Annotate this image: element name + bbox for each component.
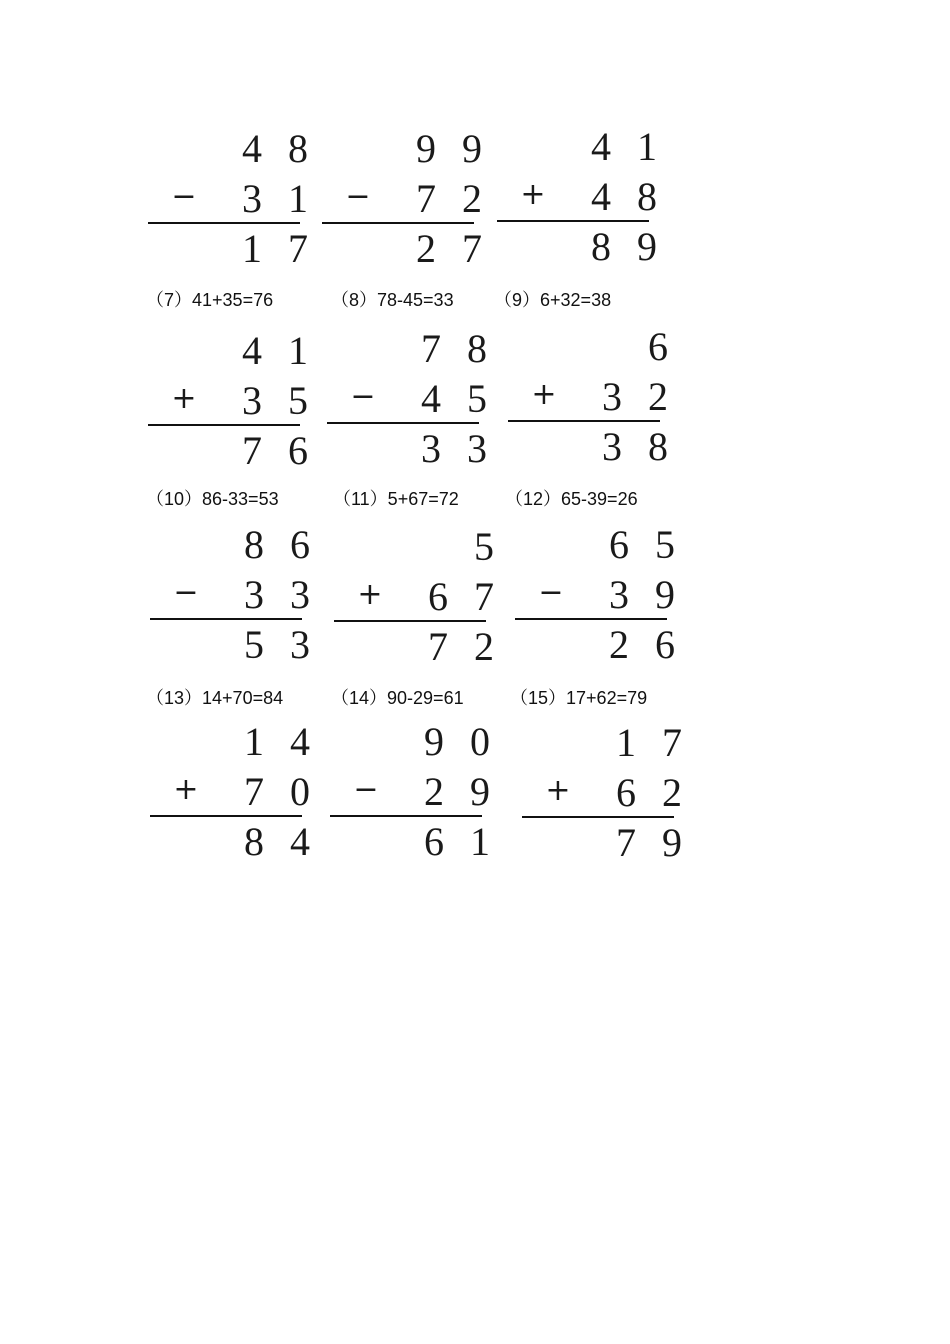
bottom-number: 72 — [416, 176, 508, 221]
problem-label-14: （14）90-29=61 — [331, 688, 464, 708]
bottom-number-row — [497, 172, 683, 222]
bottom-number-row — [508, 372, 694, 422]
result-row — [327, 424, 513, 474]
result-number: 61 — [424, 819, 516, 864]
problem-label-11: （11）5+67=72 — [333, 489, 459, 509]
problem-label-12: （12）65-39=26 — [505, 489, 638, 509]
bottom-number: 35 — [242, 378, 334, 423]
result-number: 84 — [244, 819, 336, 864]
operator-sign: − — [353, 772, 379, 807]
bottom-number: 39 — [609, 572, 701, 617]
result-row — [150, 620, 336, 670]
top-number-row — [150, 520, 336, 570]
top-number: 65 — [609, 522, 701, 567]
operator-sign: + — [357, 577, 383, 612]
result-row — [330, 817, 516, 867]
problem-label-7: （7）41+35=76 — [146, 290, 274, 310]
result-row — [148, 426, 334, 476]
result-number: 17 — [242, 226, 334, 271]
result-number: 27 — [416, 226, 508, 271]
bottom-number: 62 — [616, 770, 708, 815]
operator-sign: − — [173, 575, 199, 610]
result-row — [515, 620, 701, 670]
problem-label-13: （13）14+70=84 — [146, 688, 284, 708]
top-number-row — [148, 124, 334, 174]
operator-sign: − — [350, 379, 376, 414]
vertical-problem-15 — [522, 718, 708, 868]
result-row — [497, 222, 683, 272]
bottom-number: 67 — [428, 574, 520, 619]
vertical-problem-13 — [150, 717, 336, 867]
vertical-problem-9 — [508, 322, 694, 472]
vertical-problem-7 — [148, 326, 334, 476]
operator-sign: − — [171, 179, 197, 214]
top-number: 5 — [474, 524, 520, 569]
bottom-number: 48 — [591, 174, 683, 219]
top-number: 14 — [244, 719, 336, 764]
bottom-number: 33 — [244, 572, 336, 617]
bottom-number: 70 — [244, 769, 336, 814]
vertical-problem-c — [497, 122, 683, 272]
bottom-number-row — [150, 570, 336, 620]
vertical-problem-12 — [515, 520, 701, 670]
top-number-row — [515, 520, 701, 570]
result-row — [334, 622, 520, 672]
bottom-number: 32 — [602, 374, 694, 419]
result-number: 72 — [428, 624, 520, 669]
top-number-row — [148, 326, 334, 376]
problem-label-9: （9）6+32=38 — [494, 290, 612, 310]
problem-label-10: （10）86-33=53 — [146, 489, 279, 509]
top-number-row — [330, 717, 516, 767]
result-number: 89 — [591, 224, 683, 269]
operator-sign: + — [520, 177, 546, 212]
result-row — [522, 818, 708, 868]
top-number: 78 — [421, 326, 513, 371]
operator-sign: − — [538, 575, 564, 610]
top-number-row — [508, 322, 694, 372]
result-row — [322, 224, 508, 274]
top-number: 48 — [242, 126, 334, 171]
bottom-number-row — [148, 376, 334, 426]
vertical-problem-a — [148, 124, 334, 274]
top-number: 90 — [424, 719, 516, 764]
top-number: 6 — [648, 324, 694, 369]
operator-sign: + — [171, 381, 197, 416]
operator-sign: + — [531, 377, 557, 412]
bottom-number-row — [148, 174, 334, 224]
top-number: 41 — [242, 328, 334, 373]
top-number-row — [497, 122, 683, 172]
result-row — [148, 224, 334, 274]
result-number: 26 — [609, 622, 701, 667]
bottom-number-row — [322, 174, 508, 224]
problem-label-8: （8）78-45=33 — [331, 290, 454, 310]
result-number: 53 — [244, 622, 336, 667]
top-number: 99 — [416, 126, 508, 171]
operator-sign: − — [345, 179, 371, 214]
top-number: 17 — [616, 720, 708, 765]
vertical-problem-8 — [327, 324, 513, 474]
top-number: 86 — [244, 522, 336, 567]
result-number: 76 — [242, 428, 334, 473]
vertical-problem-10 — [150, 520, 336, 670]
bottom-number-row — [522, 768, 708, 818]
result-number: 38 — [602, 424, 694, 469]
top-number-row — [322, 124, 508, 174]
bottom-number-row — [327, 374, 513, 424]
result-row — [508, 422, 694, 472]
result-number: 79 — [616, 820, 708, 865]
top-number: 41 — [591, 124, 683, 169]
bottom-number-row — [334, 572, 520, 622]
top-number-row — [327, 324, 513, 374]
bottom-number: 45 — [421, 376, 513, 421]
problem-label-15: （15）17+62=79 — [510, 688, 648, 708]
top-number-row — [522, 718, 708, 768]
operator-sign: + — [545, 773, 571, 808]
result-number: 33 — [421, 426, 513, 471]
vertical-problem-11 — [334, 522, 520, 672]
bottom-number: 31 — [242, 176, 334, 221]
vertical-problem-b — [322, 124, 508, 274]
operator-sign: + — [173, 772, 199, 807]
top-number-row — [334, 522, 520, 572]
top-number-row — [150, 717, 336, 767]
bottom-number-row — [330, 767, 516, 817]
bottom-number-row — [150, 767, 336, 817]
bottom-number-row — [515, 570, 701, 620]
vertical-problem-14 — [330, 717, 516, 867]
bottom-number: 29 — [424, 769, 516, 814]
result-row — [150, 817, 336, 867]
